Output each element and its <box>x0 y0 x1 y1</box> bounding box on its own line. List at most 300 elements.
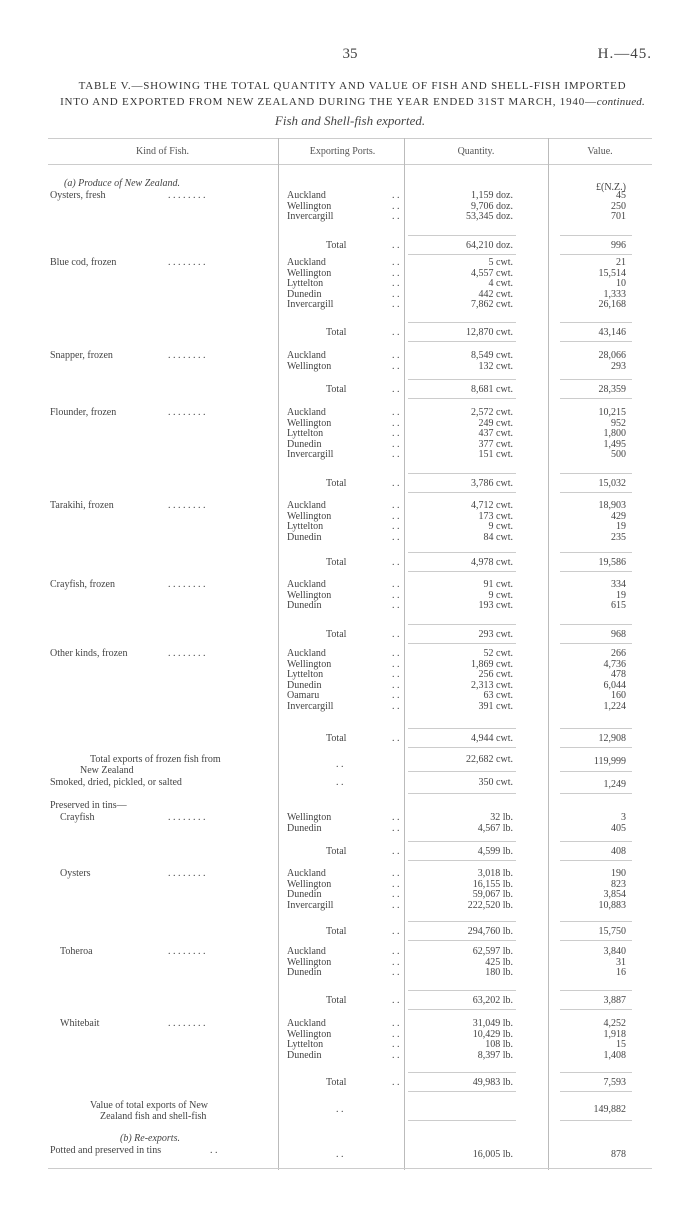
row-separator <box>408 793 516 794</box>
kind-leader: . . . . . . . . <box>168 257 206 268</box>
total-quantity: 4,599 lb. <box>477 846 513 857</box>
total-leader: . . <box>392 1077 400 1088</box>
port-cell: Wellington <box>287 658 332 670</box>
port-cell: Lyttelton <box>287 1039 324 1051</box>
total-leader: . . <box>392 240 400 251</box>
row-separator <box>408 860 516 861</box>
subtotal-rule <box>560 322 632 323</box>
table-subtitle: Fish and Shell-fish exported. <box>274 113 426 128</box>
quantity-cell: 1,159 doz. <box>471 190 513 201</box>
col-ports-header: Exporting Ports. <box>309 146 376 157</box>
row-separator <box>408 254 516 255</box>
kind-leader: . . . . . . . . <box>168 812 206 823</box>
port-leader: . . <box>392 967 400 979</box>
subtotal-rule <box>408 552 516 553</box>
total-leader: . . <box>392 327 400 338</box>
port-leader: . . <box>392 658 400 670</box>
section-heading-reexports: (b) Re-exports. <box>120 1133 180 1144</box>
smoked-value: 1,249 <box>603 779 626 790</box>
total-label: Total <box>326 846 347 857</box>
value-cell: 235 <box>611 531 626 543</box>
quantity-cell: 193 cwt. <box>478 600 513 612</box>
port-cell: Wellington <box>287 417 332 429</box>
potted-kind: Potted and preserved in tins <box>50 1145 162 1156</box>
value-cell: 1,918 <box>603 1028 626 1040</box>
preserved-heading: Preserved in tins— <box>50 800 127 811</box>
port-leader: . . <box>392 1039 400 1051</box>
quantity-cell: 108 lb. <box>485 1039 513 1051</box>
kind-leader: . . . . . . . . <box>168 350 206 361</box>
port-cell: Wellington <box>287 589 332 601</box>
port-leader: . . <box>392 579 400 590</box>
subtotal-rule <box>560 921 632 922</box>
port-cell: Wellington <box>287 956 332 968</box>
total-quantity: 63,202 lb. <box>472 995 513 1006</box>
kind-leader: . . . . . . . . <box>168 407 206 418</box>
row-separator <box>560 398 632 399</box>
value-cell: 1,495 <box>603 438 626 450</box>
value-cell: 21 <box>616 257 626 268</box>
total-value: 408 <box>611 846 626 857</box>
kind-leader: . . . . . . . . <box>168 500 206 511</box>
port-leader: . . <box>392 690 400 702</box>
fish-kind: Oysters <box>60 868 91 879</box>
port-leader: . . <box>392 190 400 201</box>
fish-kind: Oysters, fresh <box>50 190 106 201</box>
port-leader: . . <box>392 211 400 223</box>
port-leader: . . <box>392 521 400 533</box>
row-separator <box>560 571 632 572</box>
quantity-cell: 31,049 lb. <box>472 1018 513 1029</box>
row-separator <box>560 793 632 794</box>
total-frozen-leader: . . <box>336 759 344 770</box>
port-cell: Dunedin <box>287 1049 322 1061</box>
row-separator <box>560 747 632 748</box>
quantity-cell: 9 cwt. <box>488 589 513 601</box>
port-leader: . . <box>392 679 400 691</box>
quantity-cell: 5 cwt. <box>488 257 513 268</box>
subtotal-rule <box>560 728 632 729</box>
column-divider <box>548 138 549 1170</box>
quantity-cell: 437 cwt. <box>478 428 513 440</box>
port-cell: Dunedin <box>287 600 322 612</box>
quantity-cell: 425 lb. <box>485 956 513 968</box>
port-leader: . . <box>392 1028 400 1040</box>
subtotal-rule <box>408 322 516 323</box>
port-leader: . . <box>392 267 400 279</box>
port-cell: Dunedin <box>287 531 322 543</box>
fish-kind: Crayfish, frozen <box>50 579 115 590</box>
value-cell: 823 <box>611 878 626 890</box>
subtotal-rule <box>560 990 632 991</box>
port-leader: . . <box>392 278 400 290</box>
port-cell: Dunedin <box>287 967 322 979</box>
value-cell: 478 <box>611 669 626 681</box>
page-reference: H.—45. <box>597 46 652 62</box>
port-leader: . . <box>392 438 400 450</box>
quantity-cell: 1,869 cwt. <box>471 658 513 670</box>
row-separator <box>408 643 516 644</box>
fish-kind: Blue cod, frozen <box>50 257 117 268</box>
value-cell: 4,736 <box>603 658 626 670</box>
port-leader: . . <box>392 589 400 601</box>
title-line-1: TABLE V.—SHOWING THE TOTAL QUANTITY AND VALUE OF FISH AND SHELL-FISH IMPORTED <box>78 80 627 92</box>
quantity-cell: 52 cwt. <box>483 648 513 659</box>
value-cell: 19 <box>616 589 626 601</box>
subtotal-rule <box>408 473 516 474</box>
port-leader: . . <box>392 889 400 901</box>
section-heading-produce: (a) Produce of New Zealand. <box>64 178 181 189</box>
row-separator <box>560 492 632 493</box>
column-divider <box>278 138 279 1170</box>
port-cell: Wellington <box>287 267 332 279</box>
quantity-cell: 3,018 lb. <box>477 868 513 879</box>
quantity-cell: 132 cwt. <box>478 360 513 372</box>
port-cell: Wellington <box>287 360 332 372</box>
value-cell: 160 <box>611 690 626 702</box>
port-leader: . . <box>392 531 400 543</box>
quantity-cell: 10,429 lb. <box>472 1028 513 1040</box>
port-cell: Dunedin <box>287 822 322 834</box>
fish-kind: Whitebait <box>60 1018 100 1029</box>
total-leader: . . <box>392 995 400 1006</box>
value-total-label: Zealand fish and shell-fish <box>100 1111 207 1122</box>
subtotal-rule <box>560 379 632 380</box>
port-cell: Auckland <box>287 190 326 201</box>
port-leader: . . <box>392 288 400 300</box>
port-leader: . . <box>392 899 400 911</box>
port-cell: Wellington <box>287 812 332 823</box>
page-number: 35 <box>342 46 358 62</box>
value-cell: 18,903 <box>598 500 626 511</box>
port-leader: . . <box>392 510 400 522</box>
port-leader: . . <box>392 956 400 968</box>
column-divider <box>404 138 405 1170</box>
kind-leader: . . . . . . . . <box>168 190 206 201</box>
header-rule-bottom <box>48 164 652 165</box>
quantity-cell: 222,520 lb. <box>467 899 513 911</box>
quantity-cell: 4,712 cwt. <box>471 500 513 511</box>
row-separator <box>560 860 632 861</box>
subtotal-rule <box>560 235 632 236</box>
port-cell: Dunedin <box>287 438 322 450</box>
value-cell: 1,408 <box>603 1049 626 1061</box>
kind-leader: . . . . . . . . <box>168 946 206 957</box>
port-cell: Wellington <box>287 510 332 522</box>
quantity-cell: 2,572 cwt. <box>471 407 513 418</box>
quantity-cell: 91 cwt. <box>483 579 513 590</box>
potted-leader: . . <box>210 1145 218 1156</box>
value-cell: 10,883 <box>598 899 626 911</box>
value-cell: 45 <box>616 190 626 201</box>
total-quantity: 294,760 lb. <box>467 926 513 937</box>
port-leader: . . <box>392 946 400 957</box>
total-leader: . . <box>392 478 400 489</box>
total-label: Total <box>326 629 347 640</box>
quantity-cell: 8,397 lb. <box>477 1049 513 1061</box>
total-frozen-value: 119,999 <box>593 756 626 767</box>
subtotal-rule <box>560 552 632 553</box>
total-label: Total <box>326 733 347 744</box>
row-separator <box>560 341 632 342</box>
quantity-cell: 151 cwt. <box>478 449 513 461</box>
value-cell: 19 <box>616 521 626 533</box>
value-cell: 10,215 <box>598 407 626 418</box>
port-leader: . . <box>392 822 400 834</box>
total-value: 43,146 <box>598 327 626 338</box>
port-cell: Lyttelton <box>287 669 324 681</box>
value-cell: 500 <box>611 449 626 461</box>
total-label: Total <box>326 384 347 395</box>
port-leader: . . <box>392 299 400 311</box>
row-separator <box>408 571 516 572</box>
port-cell: Invercargill <box>287 211 334 223</box>
total-value: 12,908 <box>598 733 626 744</box>
quantity-cell: 9 cwt. <box>488 521 513 533</box>
port-cell: Invercargill <box>287 299 334 311</box>
port-leader: . . <box>392 878 400 890</box>
value-cell: 15 <box>616 1039 626 1051</box>
title-line-2: INTO AND EXPORTED FROM NEW ZEALAND DURING THE YEAR ENDED 31ST MARCH, 1940—continued. <box>60 96 645 108</box>
port-cell: Lyttelton <box>287 428 324 440</box>
row-separator <box>560 940 632 941</box>
quantity-cell: 63 cwt. <box>483 690 513 702</box>
row-separator <box>560 643 632 644</box>
port-leader: . . <box>392 257 400 268</box>
total-leader: . . <box>392 846 400 857</box>
row-separator <box>560 1009 632 1010</box>
total-quantity: 8,681 cwt. <box>471 384 513 395</box>
value-cell: 1,333 <box>603 288 626 300</box>
quantity-cell: 84 cwt. <box>483 531 513 543</box>
port-cell: Invercargill <box>287 701 334 712</box>
port-cell: Lyttelton <box>287 521 324 533</box>
row-separator <box>560 771 632 772</box>
port-leader: . . <box>392 350 400 361</box>
subtotal-rule <box>408 1072 516 1073</box>
fish-kind: Snapper, frozen <box>50 350 113 361</box>
port-cell: Auckland <box>287 500 326 511</box>
value-cell: 3,840 <box>603 946 626 957</box>
row-separator <box>408 1009 516 1010</box>
port-cell: Dunedin <box>287 288 322 300</box>
subtotal-rule <box>408 990 516 991</box>
fish-kind: Other kinds, frozen <box>50 648 128 659</box>
port-cell: Oamaru <box>287 690 320 702</box>
port-cell: Auckland <box>287 868 326 879</box>
total-value: 996 <box>611 240 626 251</box>
value-cell: 615 <box>611 600 626 612</box>
port-cell: Auckland <box>287 407 326 418</box>
port-leader: . . <box>392 868 400 879</box>
port-leader: . . <box>392 500 400 511</box>
subtotal-rule <box>408 624 516 625</box>
value-cell: 1,224 <box>603 701 626 712</box>
quantity-cell: 391 cwt. <box>478 701 513 712</box>
kind-leader: . . . . . . . . <box>168 1018 206 1029</box>
quantity-cell: 4,557 cwt. <box>471 267 513 279</box>
potted-leader: . . <box>336 1149 344 1160</box>
row-separator <box>408 940 516 941</box>
total-label: Total <box>326 327 347 338</box>
subtotal-rule <box>408 235 516 236</box>
value-cell: 15,514 <box>598 267 626 279</box>
total-frozen-quantity: 22,682 cwt. <box>466 754 513 765</box>
port-cell: Dunedin <box>287 679 322 691</box>
row-separator <box>560 1091 632 1092</box>
port-cell: Auckland <box>287 946 326 957</box>
potted-value: 878 <box>611 1149 626 1160</box>
value-total-leader: . . <box>336 1104 344 1115</box>
kind-leader: . . . . . . . . <box>168 648 206 659</box>
value-cell: 1,800 <box>603 428 626 440</box>
quantity-cell: 442 cwt. <box>478 288 513 300</box>
col-kind-header: Kind of Fish. <box>135 146 190 157</box>
port-leader: . . <box>392 1018 400 1029</box>
total-leader: . . <box>392 384 400 395</box>
port-cell: Invercargill <box>287 899 334 911</box>
table-bottom-rule <box>48 1168 652 1169</box>
total-frozen-label: Total exports of frozen fish from <box>90 754 221 765</box>
kind-leader: . . . . . . . . <box>168 579 206 590</box>
total-quantity: 3,786 cwt. <box>471 478 513 489</box>
value-cell: 334 <box>611 579 626 590</box>
total-value: 15,750 <box>598 926 626 937</box>
total-leader: . . <box>392 557 400 568</box>
port-leader: . . <box>392 669 400 681</box>
port-leader: . . <box>392 407 400 418</box>
quantity-cell: 4 cwt. <box>488 278 513 290</box>
value-total-value: 149,882 <box>593 1104 626 1115</box>
total-label: Total <box>326 926 347 937</box>
quantity-cell: 2,313 cwt. <box>471 679 513 691</box>
subtotal-rule <box>408 728 516 729</box>
value-total-label: Value of total exports of New <box>90 1100 209 1111</box>
subtotal-rule <box>408 379 516 380</box>
smoked-leader: . . <box>336 777 344 788</box>
total-leader: . . <box>392 733 400 744</box>
port-leader: . . <box>392 1049 400 1061</box>
total-quantity: 4,944 cwt. <box>471 733 513 744</box>
total-value: 28,359 <box>598 384 626 395</box>
port-cell: Auckland <box>287 579 326 590</box>
total-frozen-label: New Zealand <box>80 765 134 776</box>
port-leader: . . <box>392 701 400 712</box>
potted-quantity: 16,005 lb. <box>472 1149 513 1160</box>
quantity-cell: 53,345 doz. <box>466 211 513 223</box>
fish-kind: Flounder, frozen <box>50 407 117 418</box>
header-rule-top <box>48 138 652 139</box>
fish-kind: Crayfish <box>60 812 95 823</box>
port-cell: Invercargill <box>287 449 334 461</box>
currency-label: £(N.Z.) <box>596 182 626 193</box>
port-cell: Wellington <box>287 878 332 890</box>
row-separator <box>408 1120 516 1121</box>
fish-kind: Toheroa <box>60 946 93 957</box>
value-cell: 429 <box>611 510 626 522</box>
quantity-cell: 9,706 doz. <box>471 200 513 212</box>
value-cell: 16 <box>616 967 626 979</box>
subtotal-rule <box>560 841 632 842</box>
total-label: Total <box>326 557 347 568</box>
quantity-cell: 59,067 lb. <box>472 889 513 901</box>
row-separator <box>408 1091 516 1092</box>
total-label: Total <box>326 1077 347 1088</box>
value-cell: 3,854 <box>603 889 626 901</box>
total-label: Total <box>326 478 347 489</box>
value-cell: 266 <box>611 648 626 659</box>
value-cell: 190 <box>611 868 626 879</box>
port-cell: Auckland <box>287 1018 326 1029</box>
total-quantity: 4,978 cwt. <box>471 557 513 568</box>
row-separator <box>408 747 516 748</box>
fish-kind: Tarakihi, frozen <box>50 500 114 511</box>
value-cell: 293 <box>611 360 626 372</box>
port-cell: Auckland <box>287 648 326 659</box>
total-quantity: 64,210 doz. <box>466 240 513 251</box>
port-leader: . . <box>392 200 400 212</box>
port-leader: . . <box>392 360 400 372</box>
value-cell: 31 <box>616 956 626 968</box>
total-value: 3,887 <box>603 995 626 1006</box>
value-cell: 26,168 <box>598 299 626 311</box>
total-value: 968 <box>611 629 626 640</box>
total-quantity: 49,983 lb. <box>472 1077 513 1088</box>
total-quantity: 293 cwt. <box>478 629 513 640</box>
subtotal-rule <box>408 921 516 922</box>
value-cell: 10 <box>616 278 626 290</box>
quantity-cell: 7,862 cwt. <box>471 299 513 311</box>
kind-leader: . . . . . . . . <box>168 868 206 879</box>
port-cell: Auckland <box>287 350 326 361</box>
quantity-cell: 377 cwt. <box>478 438 513 450</box>
value-cell: 6,044 <box>603 679 626 691</box>
row-separator <box>408 492 516 493</box>
total-value: 19,586 <box>598 557 626 568</box>
subtotal-rule <box>560 624 632 625</box>
value-cell: 701 <box>611 211 626 223</box>
total-value: 15,032 <box>598 478 626 489</box>
value-cell: 4,252 <box>603 1018 626 1029</box>
row-separator <box>408 771 516 772</box>
port-cell: Dunedin <box>287 889 322 901</box>
value-cell: 3 <box>621 812 626 823</box>
total-leader: . . <box>392 629 400 640</box>
quantity-cell: 180 lb. <box>485 967 513 979</box>
row-separator <box>560 1120 632 1121</box>
total-label: Total <box>326 240 347 251</box>
total-label: Total <box>326 995 347 1006</box>
port-cell: Auckland <box>287 257 326 268</box>
quantity-cell: 256 cwt. <box>478 669 513 681</box>
quantity-cell: 16,155 lb. <box>472 878 513 890</box>
port-cell: Lyttelton <box>287 278 324 290</box>
row-separator <box>408 398 516 399</box>
total-quantity: 12,870 cwt. <box>466 327 513 338</box>
total-value: 7,593 <box>603 1077 626 1088</box>
quantity-cell: 8,549 cwt. <box>471 350 513 361</box>
value-cell: 250 <box>611 200 626 212</box>
port-leader: . . <box>392 600 400 612</box>
col-quantity-header: Quantity. <box>457 146 495 157</box>
port-leader: . . <box>392 417 400 429</box>
subtotal-rule <box>408 841 516 842</box>
port-leader: . . <box>392 449 400 461</box>
quantity-cell: 249 cwt. <box>478 417 513 429</box>
port-leader: . . <box>392 428 400 440</box>
quantity-cell: 62,597 lb. <box>472 946 513 957</box>
quantity-cell: 32 lb. <box>490 812 513 823</box>
